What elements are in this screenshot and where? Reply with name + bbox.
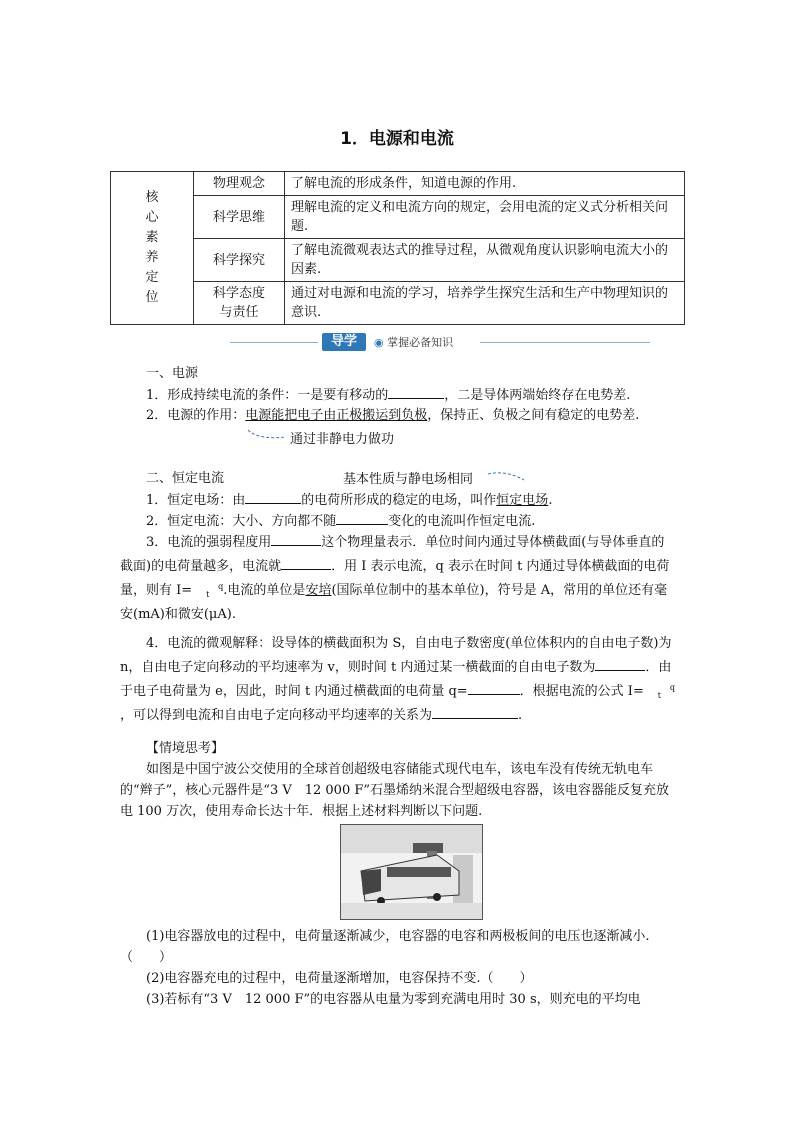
bullet-icon: ◉ bbox=[374, 336, 388, 349]
fill-blank[interactable] bbox=[388, 384, 444, 399]
section-heading: 二、恒定电流 bbox=[146, 471, 225, 486]
fill-blank[interactable] bbox=[336, 510, 388, 525]
paragraph bbox=[120, 632, 675, 728]
aspect-text: 了解电流的形成条件，知道电源的作用. bbox=[285, 172, 685, 196]
question: (1)电容器放电的过程中，电荷量逐渐减少，电容器的电容和两极板间的电压也逐渐减小.（ ） bbox=[120, 929, 650, 965]
underlined-text: 恒定电场 bbox=[496, 493, 549, 508]
aspect-cell bbox=[194, 282, 285, 325]
underlined-text: 电源能把电子由正极搬运到负极 bbox=[245, 408, 428, 423]
aspect-cell: 科学探究 bbox=[194, 239, 285, 282]
core-literacy-side-label bbox=[111, 172, 194, 325]
text: ．用 I 表示电流，q 表示在时间 t 内通过导体横截面的电荷量，则有 I= bbox=[120, 559, 670, 598]
paragraph: 如图是中国宁波公交使用的全球首创超级电容储能式现代电车，该电车没有传统无轨电车的“辫子”，核心元器件是“3 V 12 000 F”石墨烯纳米混合型超级电容器，该电容器能反复充放电 100 万次，使用寿命长达十年．根据上述材料判断以下问题. bbox=[120, 762, 670, 819]
text: (国际单位制中的基本单位)，符号是 A，常用的单位还有毫安(mA)和微安(μA). bbox=[120, 583, 668, 622]
annotation: 通过非静电力做功 bbox=[290, 432, 395, 447]
section-heading: 一、电源 bbox=[146, 366, 199, 381]
fraction-denominator: t bbox=[206, 589, 210, 599]
text: ，保持正、负极之间有稳定的电势差. bbox=[427, 408, 640, 423]
paragraph bbox=[120, 405, 675, 426]
paragraph bbox=[120, 531, 675, 627]
annotation-arc bbox=[486, 470, 526, 484]
question: (2)电容器充电的过程中，电荷量逐渐增加，电容保持不变.（ ） bbox=[146, 971, 533, 986]
fraction bbox=[644, 684, 675, 700]
side-char: 核 bbox=[145, 190, 159, 205]
fraction-numerator: q bbox=[669, 682, 675, 692]
aspect-line: 与责任 bbox=[219, 305, 259, 320]
section-banner bbox=[230, 332, 650, 352]
side-char: 定 bbox=[145, 270, 159, 285]
fill-blank[interactable] bbox=[245, 489, 301, 504]
annotation: 基本性质与静电场相同 bbox=[343, 472, 474, 487]
text: 1．形成持续电流的条件：一是要有移动的 bbox=[146, 388, 389, 403]
side-char: 养 bbox=[145, 250, 159, 265]
tram-photo bbox=[340, 824, 483, 920]
text: . bbox=[548, 493, 553, 508]
fill-blank[interactable] bbox=[468, 680, 520, 695]
text: ．由于电子电荷量为 e，因此，时间 t 内通过横截面的电荷量 q= bbox=[120, 660, 672, 699]
fill-blank[interactable] bbox=[281, 555, 331, 570]
text: 1．恒定电场：由 bbox=[146, 493, 246, 508]
text: 变化的电流叫作恒定电流. bbox=[388, 514, 536, 529]
aspect-line: 科学态度 bbox=[212, 286, 265, 301]
side-char: 素 bbox=[145, 230, 159, 245]
core-literacy-table bbox=[110, 171, 685, 325]
aspect-text: 通过对电源和电流的学习，培养学生探究生活和生产中物理知识的意识. bbox=[285, 282, 685, 325]
text: ，二是导体两端始终存在电势差. bbox=[444, 388, 631, 403]
section-heading: 【情境思考】 bbox=[146, 741, 225, 756]
annotation-arc bbox=[246, 428, 290, 442]
text: ，可以得到电流和自由电子定向移动平均速率的关系为 bbox=[120, 708, 433, 723]
fraction-numerator: q bbox=[218, 581, 224, 591]
banner-rule-right bbox=[480, 342, 650, 343]
text: 4．电流的微观解释：设导体的横截面积为 S，自由电子数密度(单位体积内的自由电子数)为 n，自由电子定向移动的平均速率为 v，则时间 t 内通过某一横截面的自由电子数为 bbox=[120, 636, 672, 675]
banner-subtitle-text: 掌握必备知识 bbox=[387, 336, 454, 349]
banner-rule-left bbox=[230, 342, 318, 343]
fill-blank[interactable] bbox=[271, 531, 321, 546]
underlined-text: 安培 bbox=[305, 583, 332, 598]
fill-blank[interactable] bbox=[432, 704, 518, 719]
fraction-denominator: t bbox=[657, 690, 662, 700]
text: 2．电源的作用： bbox=[146, 408, 246, 423]
question: (3)若标有“3 V 12 000 F”的电容器从电量为零到充满电用时 30 s，则充电的平均电 bbox=[146, 992, 641, 1007]
paragraph bbox=[120, 384, 675, 406]
aspect-text: 了解电流微观表达式的推导过程，从微观角度认识影响电流大小的因素. bbox=[285, 239, 685, 282]
side-char: 心 bbox=[145, 210, 159, 225]
page-title: 1．电源和电流 bbox=[340, 129, 454, 149]
text: ．根据电流的公式 I= bbox=[519, 684, 644, 699]
banner-badge: 导学 bbox=[322, 333, 366, 351]
fraction bbox=[192, 583, 223, 599]
text: 这个物理量表示．单位时间内通过导体横截面(与导体垂直的截面)的电荷量越多，电流就 bbox=[120, 535, 665, 574]
paragraph bbox=[120, 489, 675, 511]
side-char: 位 bbox=[145, 290, 159, 305]
text: 2．恒定电流：大小、方向都不随 bbox=[146, 514, 337, 529]
paragraph bbox=[120, 510, 675, 532]
aspect-cell: 物理观念 bbox=[194, 172, 285, 196]
aspect-text: 理解电流的定义和电流方向的规定，会用电流的定义式分析相关问题. bbox=[285, 196, 685, 239]
aspect-cell: 科学思维 bbox=[194, 196, 285, 239]
text: 3．电流的强弱程度用 bbox=[146, 535, 272, 550]
fill-blank[interactable] bbox=[595, 656, 645, 671]
text: 的电荷所形成的稳定的电场，叫作 bbox=[301, 493, 497, 508]
text: .电流的单位是 bbox=[223, 583, 306, 598]
banner-subtitle bbox=[370, 334, 457, 350]
text: . bbox=[518, 708, 523, 723]
